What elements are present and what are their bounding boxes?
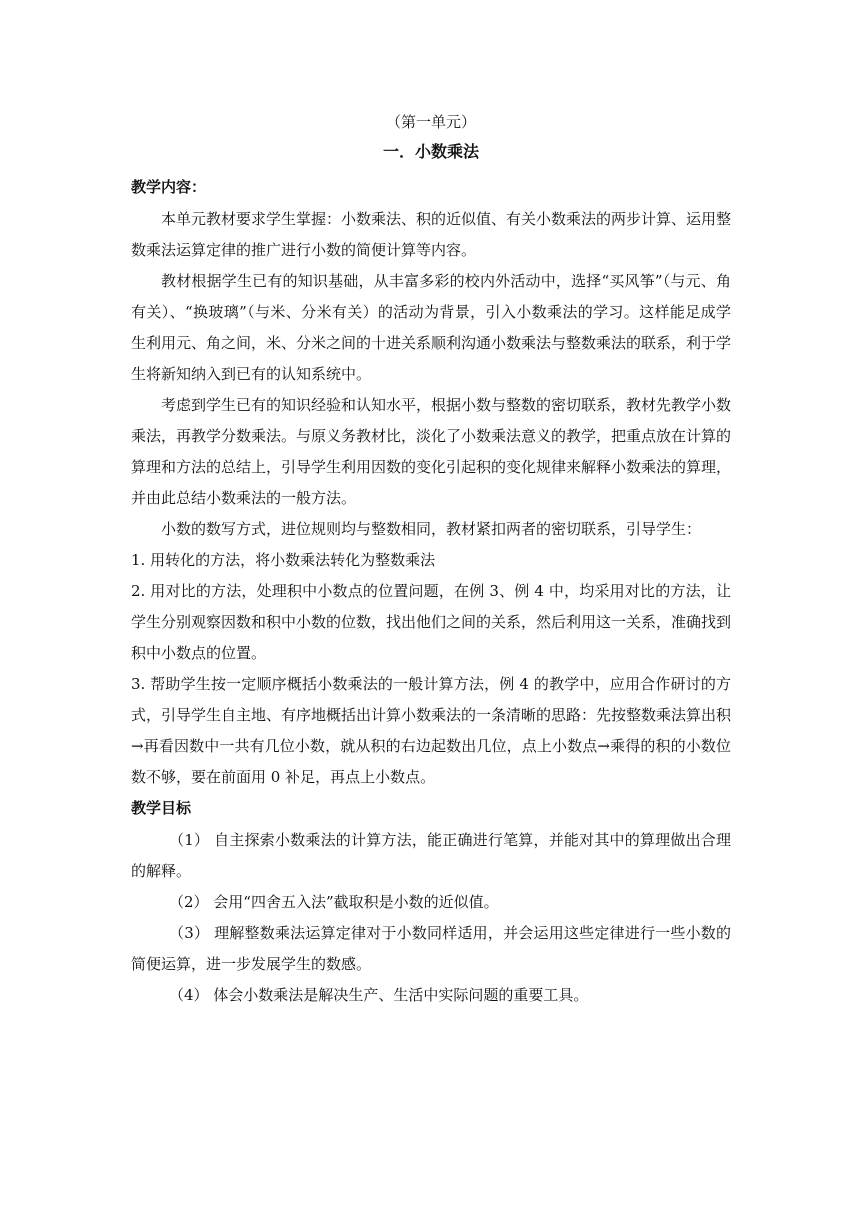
paragraph: 小数的数写方式，进位规则均与整数相同，教材紧扣两者的密切联系，引导学生： [161,520,702,538]
list-item: 2. 用对比的方法，处理积中小数点的位置问题，在例 3、例 4 中，均采用对比的方法，让学生分别观察因数和积中小数的位数，找出他们之间的关系，然后利用这一关系，准确找到积中小数点的位置。 [131,582,732,662]
unit-label: （第一单元） [385,113,476,131]
goal-item: （4） 体会小数乘法是解决生产、生活中实际问题的重要工具。 [169,986,589,1004]
paragraph: 考虑到学生已有的知识经验和认知水平，根据小数与整数的密切联系，教材先教学小数乘法，再教学分数乘法。与原义务教材比，淡化了小数乘法意义的教学，把重点放在计算的算理和方法的总结上，引导学生利用因数的变化引起积的变化规律来解释小数乘法的算理，并由此总结小数乘法的一般方法。 [131,396,732,507]
list-item: 1. 用转化的方法，将小数乘法转化为整数乘法 [131,551,436,569]
chapter-title: 一．小数乘法 [382,142,479,161]
section-heading-goals: 教学目标 [131,799,192,817]
paragraph: 本单元教材要求学生掌握：小数乘法、积的近似值、有关小数乘法的两步计算、运用整数乘法运算定律的推广进行小数的简便计算等内容。 [131,210,732,259]
goal-item: （3） 理解整数乘法运算定律对于小数同样适用，并会运用这些定律进行一些小数的简便运算，进一步发展学生的数感。 [131,924,731,973]
document-body [131,110,731,1011]
paragraph: 教材根据学生已有的知识基础，从丰富多彩的校内外活动中，选择“买风筝”（与元、角有关）、“换玻璃”（与米、分米有关）的活动为背景，引入小数乘法的学习。这样能足成学生利用元、角之间，米、分米之间的十进关系顺利沟通小数乘法与整数乘法的联系，利于学生将新知纳入到已有的认知系统中。 [131,272,732,383]
goal-item: （2） 会用“四舍五入法”截取积是小数的近似值。 [169,893,499,911]
section-heading-content: 教学内容： [131,178,207,196]
goal-item: （1） 自主探索小数乘法的计算方法，能正确进行笔算，并能对其中的算理做出合理的解释。 [131,831,731,880]
list-item: 3. 帮助学生按一定顺序概括小数乘法的一般计算方法，例 4 的教学中，应用合作研讨的方式，引导学生自主地、有序地概括出计算小数乘法的一条清晰的思路：先按整数乘法算出积→再看因数中一共有几位小数，就从积的右边起数出几位，点上小数点→乘得的积的小数位数不够，要在前面用 0 补足，再点上小数点。 [131,675,732,786]
